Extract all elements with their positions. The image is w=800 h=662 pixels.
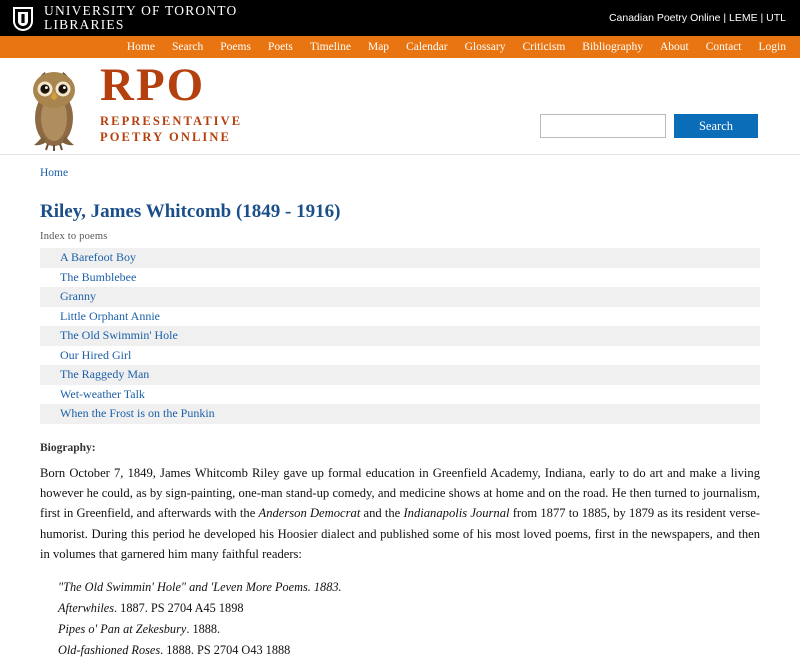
nav-item-poems[interactable]: Poems xyxy=(220,41,251,53)
work-entry xyxy=(58,640,760,661)
poem-link[interactable]: The Bumblebee xyxy=(60,269,137,284)
work-title: "The Old Swimmin' Hole" and 'Leven More Poems. 1883. xyxy=(58,580,342,595)
top-bar-links[interactable]: Canadian Poetry Online | LEME | UTL xyxy=(608,12,786,24)
work-title: Old-fashioned Roses xyxy=(58,643,161,658)
biography-part-2: and the xyxy=(360,506,404,521)
nav-item-map[interactable]: Map xyxy=(367,41,390,53)
site-logo-text[interactable] xyxy=(100,59,243,145)
search-input[interactable] xyxy=(540,114,666,138)
page-content xyxy=(0,155,800,662)
list-item[interactable] xyxy=(40,287,760,307)
list-item[interactable] xyxy=(40,404,760,424)
breadcrumb-home[interactable]: Home xyxy=(40,167,69,179)
rpo-acronym: RPO xyxy=(100,59,206,111)
list-item[interactable] xyxy=(40,268,760,288)
owl-icon xyxy=(18,60,90,152)
search-button[interactable]: Search xyxy=(674,114,758,138)
poem-link[interactable]: The Raggedy Man xyxy=(60,367,150,381)
poem-link[interactable]: Granny xyxy=(60,289,96,303)
work-title: Afterwhiles xyxy=(58,601,115,616)
poem-link[interactable]: A Barefoot Boy xyxy=(60,250,136,264)
work-detail: . 1887. PS 2704 A45 1898 xyxy=(114,601,244,616)
university-name xyxy=(44,4,237,32)
poem-link[interactable]: When the Frost is on the Punkin xyxy=(60,406,215,420)
masthead xyxy=(0,58,800,155)
poem-link[interactable]: Little Orphant Annie xyxy=(60,308,160,323)
nav-item-poets[interactable]: Poets xyxy=(267,41,293,53)
poem-link[interactable]: The Old Swimmin' Hole xyxy=(60,328,178,342)
poem-link[interactable]: Wet-weather Talk xyxy=(60,386,145,401)
list-item[interactable] xyxy=(40,346,760,366)
poem-index-list xyxy=(40,248,760,424)
nav-item-glossary[interactable]: Glossary xyxy=(464,41,506,53)
uoft-crest-icon xyxy=(10,4,36,32)
nav-item-login[interactable]: Login xyxy=(758,41,786,53)
page-title: Riley, James Whitcomb (1849 - 1916) xyxy=(40,201,341,222)
work-entry xyxy=(58,598,760,619)
biography-label: Biography: xyxy=(40,441,96,454)
main-navigation xyxy=(0,36,800,58)
poem-link[interactable]: Our Hired Girl xyxy=(60,347,132,362)
rpo-subtitle-line-1: REPRESENTATIVE xyxy=(100,114,243,128)
top-bar xyxy=(0,0,800,36)
list-item[interactable] xyxy=(40,365,760,385)
biography-emphasis-1: Anderson Democrat xyxy=(258,506,361,521)
nav-item-home[interactable]: Home xyxy=(126,41,155,53)
biography-part-1: Born October 7, 1849, James Whitcomb Riley gave up formal education in Greenfield Academy, Indiana, early to do art and make a living however he could, as by sign-painting, one-man stand-up comedy, and medicine shows at home and on the road. He then turned to journalism, first in Greenfield, and afterwards with the xyxy=(40,465,760,521)
works-list xyxy=(40,577,760,662)
list-item[interactable] xyxy=(40,248,760,268)
university-line-1: UNIVERSITY OF TORONTO xyxy=(44,2,238,18)
work-entry xyxy=(58,619,760,640)
nav-item-timeline[interactable]: Timeline xyxy=(309,41,351,53)
university-brand[interactable] xyxy=(10,4,237,32)
index-to-poems-label: Index to poems xyxy=(40,231,108,242)
search-area xyxy=(540,114,758,138)
work-detail: . 1888. xyxy=(186,622,221,637)
rpo-subtitle-line-2: POETRY ONLINE xyxy=(100,130,231,144)
nav-items xyxy=(127,41,786,53)
biography-text xyxy=(40,463,760,565)
list-item[interactable] xyxy=(40,307,760,327)
work-detail: . 1888. PS 2704 O43 1888 xyxy=(160,643,291,658)
work-title: Pipes o' Pan at Zekesbury xyxy=(58,622,187,637)
list-item[interactable] xyxy=(40,326,760,346)
breadcrumb xyxy=(40,155,760,179)
nav-item-contact[interactable]: Contact xyxy=(705,41,742,53)
nav-item-calendar[interactable]: Calendar xyxy=(406,41,448,53)
biography-part-3: from 1877 to 1885, by 1879 as its resident verse-humorist. During this period he developed his Hoosier dialect and published some of his most loved poems, first in the newspapers, and then in volumes that garnered him many faithful readers: xyxy=(40,506,760,562)
biography-emphasis-2: Indianapolis Journal xyxy=(403,506,510,521)
list-item[interactable] xyxy=(40,385,760,405)
nav-item-search[interactable]: Search xyxy=(171,41,204,53)
nav-item-bibliography[interactable]: Bibliography xyxy=(582,41,643,53)
nav-item-criticism[interactable]: Criticism xyxy=(522,41,566,53)
university-line-2: LIBRARIES xyxy=(44,17,125,32)
work-entry xyxy=(58,577,760,598)
nav-item-about[interactable]: About xyxy=(659,41,689,53)
